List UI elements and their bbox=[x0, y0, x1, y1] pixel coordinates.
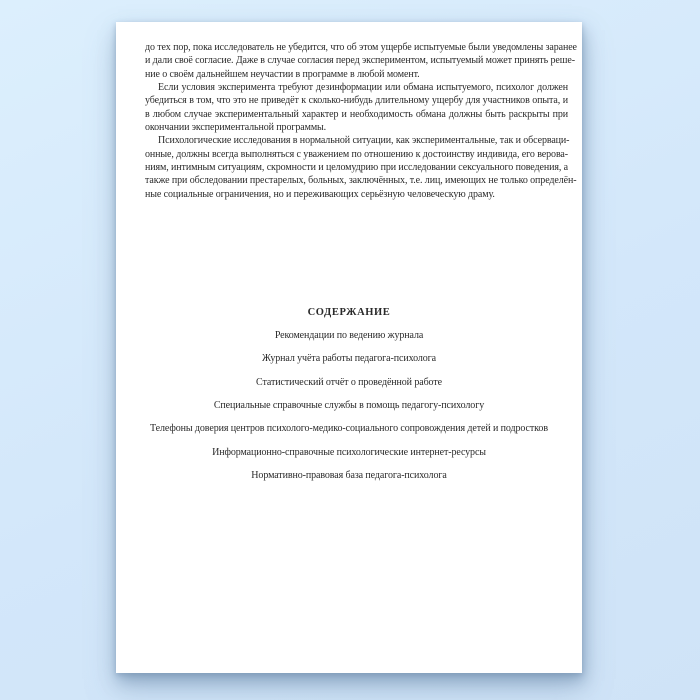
toc-item: Телефоны доверия центров психолого-медико-социального сопровождения детей и подростков bbox=[150, 423, 548, 435]
toc-item: Рекомендации по ведению журнала bbox=[274, 330, 424, 341]
text-line: убедиться в том, что это не приведёт к сколько-нибудь длительному ущербу для участников опыта, и bbox=[145, 95, 568, 107]
toc-item: Информационно-справочные психологические интернет-ресурсы bbox=[212, 446, 486, 458]
document-page bbox=[116, 22, 582, 673]
text-line: ние о своём дальнейшем неучастии в программе в любой момент. bbox=[145, 68, 420, 80]
text-line: Психологические исследования в нормальной ситуации, как экспериментальные, так и обсерваци- bbox=[158, 135, 570, 147]
text-line: ниям, интимным ситуациям, скромности и целомудрию при исследовании сексуального поведения, а bbox=[145, 162, 568, 174]
text-line: окончании экспериментальной программы. bbox=[145, 122, 327, 134]
body-text-block bbox=[145, 41, 577, 201]
text-line: до тех пор, пока исследователь не убедится, что об этом ущербе испытуемые были уведомлены заранее bbox=[145, 42, 577, 53]
text-line: и дали своё согласие. Даже в случае согласия перед экспериментом, испытуемый может принять реше- bbox=[145, 55, 575, 67]
toc-item: Журнал учёта работы педагога-психолога bbox=[262, 353, 436, 365]
toc-item: Статистический отчёт о проведённой работе bbox=[256, 376, 442, 388]
toc-items bbox=[116, 324, 582, 487]
text-line: ные социальные ограничения, но и переживающих серьёзную человеческую драму. bbox=[145, 188, 495, 200]
toc-item: Специальные справочные службы в помощь педагогу-психологу bbox=[213, 400, 485, 412]
toc-item: Нормативно-правовая база педагога-психолога bbox=[251, 470, 447, 482]
table-of-contents bbox=[116, 305, 582, 487]
text-line: в любом случае экспериментальный характер и необходимость обмана должны быть раскрыты при bbox=[145, 108, 568, 120]
text-line: онные, должны всегда выполняться с уважением по отношению к достоинству индивида, его верова- bbox=[145, 148, 568, 160]
toc-heading: СОДЕРЖАНИЕ bbox=[307, 307, 391, 318]
text-line: также при обследовании престарелых, больных, заключённых, т.е. лиц, имеющих не только определён- bbox=[145, 175, 577, 187]
text-line: Если условия эксперимента требуют дезинформации или обмана испытуемого, психолог должен bbox=[158, 82, 568, 94]
